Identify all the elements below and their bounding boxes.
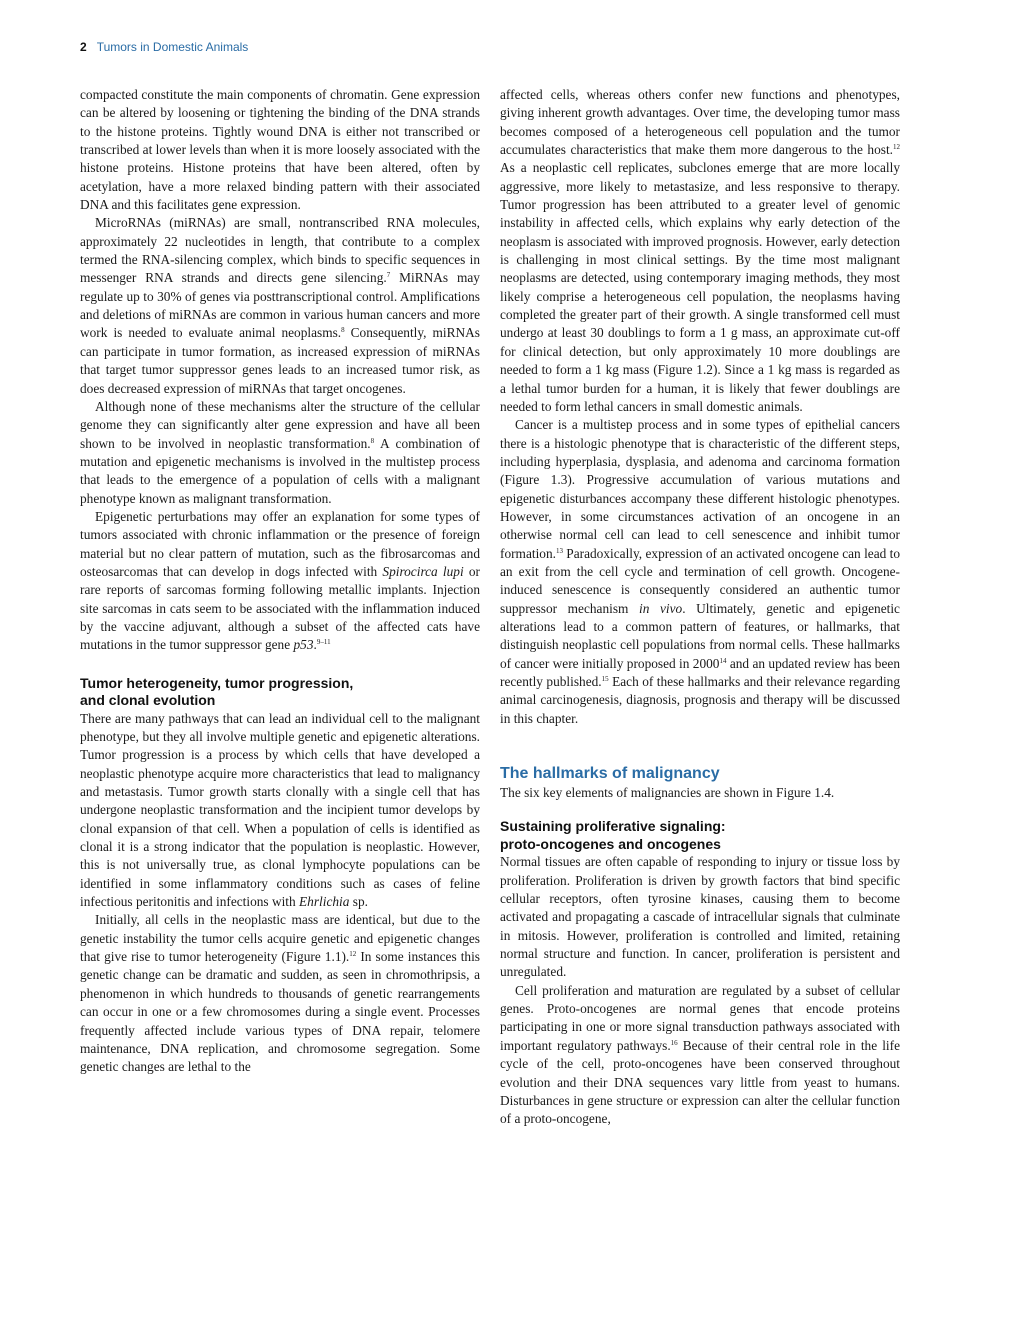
text: compacted constitute the main components of chromatin. Gene expression can be altered by loosening or tightening the binding of the DNA strands to the histone proteins. Tightly wound DNA is either not transcribed or transcribed at lower levels than when it is more loosely associated with the histone proteins. Histone proteins that have been altered, often by acetylation, have a more relaxed binding pattern with their associated DNA and this facilitates gene expression.: [80, 87, 480, 213]
text: The six key elements of malignancies are shown in Figure 1.4.: [500, 785, 835, 801]
text: affected cells, whereas others confer new functions and phenotypes, giving inherent growth advantages. Over time, the developing tumor mass becomes composed of a heterogeneous cell population and the tumor accumulates characteristics that make them more dangerous to the host.: [500, 87, 900, 158]
subsection-heading: [500, 818, 900, 853]
spacer: [500, 802, 900, 818]
citation: 9–11: [316, 638, 331, 647]
text: A combination of mutation and epigenetic mechanisms is involved in the multistep process that leads to the emergence of a population of cells with a malignant phenotype known as malignant transformation.: [80, 435, 480, 506]
text: Consequently, miRNAs can participate in tumor formation, as increased expression of miRNAs that target tumor suppressor genes leads to an increased tumor risk, as does decreased expression of miRNAs that target oncogenes.: [80, 325, 480, 396]
italic-term: p53: [293, 637, 314, 653]
text: Paradoxically, expression of an activated oncogene can lead to an exit from the cell cycle and termination of cell growth. Oncogene-induced senescence is consequently considered an authentic tumor suppressor mechanism: [500, 545, 901, 616]
text: As a neoplastic cell replicates, subclones emerge that are more locally aggressive, more likely to metastasize, and less responsive to therapy. Tumor progression has been attributed to a greater level of genomic instability in affected cells, which explains why early detection of the neoplasm is associated with improved prognosis. However, early detection is challenging in most clinical settings. By the time most malignant neoplasms are detected, using contemporary imaging methods, they most likely comprise a heterogeneous cell population, the neoplasms having completed the greater part of their growth. A single transformed cell must undergo at least 30 doublings to form a 1 g mass, an approximate cut-off for clinical detection, but only approximately 10 more doublings are needed to form a 1 kg mass (Figure 1.2). Since a 1 kg mass is regarded as a lethal tumor burden for a human, it is likely that fewer doublings are needed to form lethal cancers in small domestic animals.: [500, 160, 900, 414]
book-title: Tumors in Domestic Animals: [96, 40, 249, 54]
italic-term: in vivo: [639, 600, 683, 616]
paragraph: [80, 214, 480, 397]
section-heading: [80, 675, 480, 710]
citation: 7: [386, 271, 391, 280]
paragraph: [80, 398, 480, 508]
text: MicroRNAs (miRNAs) are small, nontranscribed RNA molecules, approximately 22 nucleotides in length, that contribute to a complex termed the RNA-silencing complex, which binds to specific sequences in messenger RNA strands and directs gene silencing.: [80, 215, 480, 286]
spacer: [500, 728, 900, 764]
paragraph: [500, 853, 900, 981]
text: sp.: [349, 894, 368, 910]
paragraph: [80, 710, 480, 912]
page-number: 2: [80, 40, 87, 54]
citation: 16: [670, 1038, 678, 1047]
text: MiRNAs may regulate up to 30% of genes via posttranscriptional control. Amplifications and deletions of miRNAs are common in various human cancers and more work is needed to evaluate animal neoplasms.: [80, 270, 480, 341]
text: Cell proliferation and maturation are regulated by a subset of cellular genes. Proto-oncogenes are normal genes that encode proteins participating in one or more signal transduction pathways associated with important regulatory pathways.: [500, 982, 900, 1053]
heading-line: Sustaining proliferative signaling:: [500, 818, 726, 835]
citation: 14: [719, 656, 727, 665]
paragraph: [500, 982, 900, 1129]
citation: 13: [555, 546, 563, 555]
left-column: [80, 86, 480, 1077]
paragraph: [80, 508, 480, 655]
paragraph: [500, 86, 900, 416]
right-column: [500, 86, 900, 1129]
citation: 15: [601, 675, 609, 683]
spacer: [80, 655, 480, 675]
paragraph: [80, 911, 480, 1076]
heading-line: proto-oncogenes and oncogenes: [500, 835, 721, 852]
text: . Ultimately, genetic and epigenetic alterations lead to a common pattern of features, or hallmarks, that distinguish neoplastic cell populations from normal cells. These hallmarks of cancer were initially proposed in 2000: [500, 600, 900, 671]
text: and an updated review has been recently published.: [500, 655, 900, 689]
text: Each of these hallmarks and their relevance regarding animal carcinogenesis, diagnosis, prognosis and therapy will be discussed in this chapter.: [500, 674, 901, 726]
text: Normal tissues are often capable of responding to injury or tissue loss by proliferation. Proliferation is driven by growth factors that bind specific cellular receptors, often tyrosine kinases, causing them to become activated and propagating a cascade of intracellular signals that culminate in mitosis. However, proliferation is controlled and limited, retaining normal structure and function. In cancer, proliferation is persistent and unregulated.: [500, 854, 900, 980]
text: In some instances this genetic change can be dramatic and sudden, as seen in chromothripsis, a phenomenon in which hundreds to thousands of genetic rearrangements can occur in one or a few chromosomes during a single event. Processes frequently affected include various types of DNA repair, telomere maintenance, DNA replication, and chromosome segregation. Some genetic changes are lethal to the: [80, 949, 480, 1075]
chapter-section-heading: The hallmarks of malignancy: [500, 765, 720, 783]
citation: 8: [341, 326, 345, 335]
paragraph: [80, 86, 480, 214]
heading-line: Tumor heterogeneity, tumor progression,: [80, 674, 354, 691]
italic-term: Ehrlichia: [299, 894, 350, 910]
paragraph: [500, 416, 900, 728]
running-head: [80, 40, 248, 54]
citation: 12: [349, 950, 357, 959]
heading-line: and clonal evolution: [80, 692, 216, 709]
text: Cancer is a multistep process and in some types of epithelial cancers there is a histologic phenotype that is characteristic of the different steps, including hyperplasia, dysplasia, and adenoma and carcinoma formation (Figure 1.3). Progressive accumulation of various mutations and epigenetic disturbances accompany these different histologic phenotypes. However, in some circumstances activation of an oncogene in an otherwise normal cell can lead to cell senescence and inhibit tumor formation.: [500, 417, 900, 561]
italic-term: Spirocirca lupi: [382, 563, 464, 579]
text: .: [313, 637, 317, 653]
text: Epigenetic perturbations may offer an explanation for some types of tumors associated with chronic inflammation or the presence of foreign material but no clear pattern of mutation, such as the fibrosarcomas and osteosarcomas that can develop in dogs infected with: [80, 508, 480, 579]
text: or rare reports of sarcomas forming following metallic implants. Injection site sarcomas in cats seem to be associated with the inflammation induced by the vaccine adjuvant, although a subset of the affected cats have mutations in the tumor suppressor gene: [80, 563, 480, 653]
text: There are many pathways that can lead an individual cell to the malignant phenotype, but they all involve multiple genetic and epigenetic alterations. Tumor progression is a process by which cells that have developed a neoplastic phenotype acquire more characteristics that lead to malignancy and metastasis. Tumor growth starts clonally with a single cell that has undergone neoplastic transformation and the incipient tumor develops by clonal expansion of that cell. When a population of cells is identified as clonal it is a strong indicator that the population is neoplastic. However, this is not universally true, as clonal lymphocyte populations can be identified in some inflammatory conditions such as cases of feline infectious peritonitis and infections with: [80, 710, 480, 910]
paragraph: [500, 784, 900, 802]
text: Initially, all cells in the neoplastic mass are identical, but due to the genetic instability the tumor cells acquire genetic and epigenetic changes that give rise to tumor heterogeneity (Figure 1.1).: [80, 912, 480, 965]
citation: 8: [370, 436, 375, 445]
text: Because of their central role in the life cycle of the cell, proto-oncogenes have been conserved throughout evolution and their DNA sequences vary little from yeast to humans. Disturbances in gene structure or expression can alter the cellular function of a proto-oncogene,: [500, 1037, 900, 1127]
text: Although none of these mechanisms alter the structure of the cellular genome they can significantly alter gene expression and have all been shown to be involved in neoplastic transformation.: [80, 398, 480, 451]
citation: 12: [893, 143, 900, 152]
